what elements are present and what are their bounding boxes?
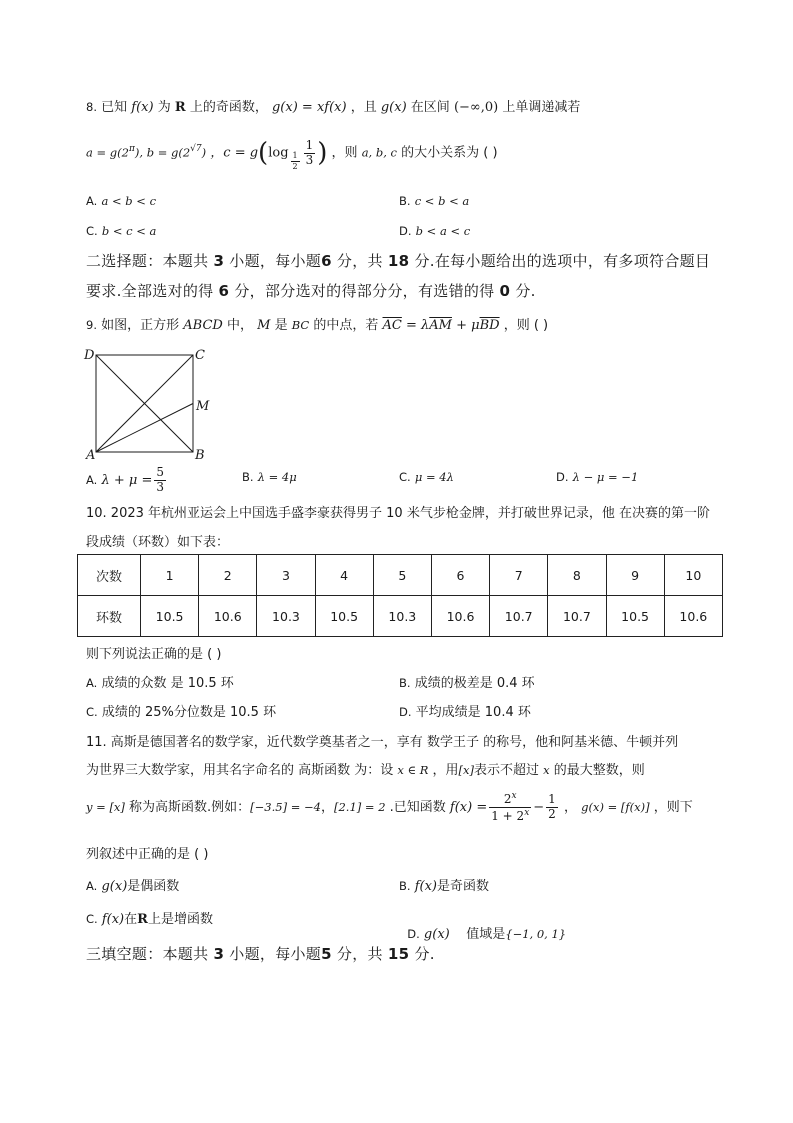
label-d: D (84, 348, 95, 363)
table-cell: 10.3 (373, 596, 431, 637)
option-label: A. (86, 472, 98, 487)
q8-stem-line2 (86, 138, 498, 171)
log-base-denominator: 2 (292, 161, 298, 171)
option-text: 成绩的众数 是 10.5 环 (101, 676, 234, 691)
s3-num-2: 5 (321, 945, 332, 963)
q8-text-b: 为 (157, 100, 171, 115)
q9-option-b[interactable] (242, 470, 297, 485)
option-math: f(x) (101, 912, 125, 927)
q8-text-d: ，且 (350, 100, 377, 115)
q9-tail: ，则 ( ) (503, 318, 549, 333)
q10-question: 则下列说法正确的是 ( ) (86, 647, 222, 662)
frac-denominator: 3 (305, 152, 314, 167)
s2-num-1: 3 (213, 252, 225, 270)
q11-text-e: 称为高斯函数.例如： (124, 799, 251, 815)
option-label: C. (86, 912, 98, 926)
q11-g-definition: g(x) = [f(x)] (581, 799, 650, 814)
option-label: D. (556, 470, 569, 484)
q8-tail-a: ，则 (331, 145, 358, 161)
option-text: a < b < c (101, 194, 157, 208)
option-set-R: R (137, 912, 148, 927)
table-cell: 7 (490, 555, 548, 596)
table-cell: 1 (141, 555, 199, 596)
table-cell: 10.3 (257, 596, 315, 637)
q11-comma-2: ， (563, 799, 577, 815)
table-cell: 10 (664, 555, 722, 596)
q9-option-d[interactable] (556, 470, 638, 485)
q8-log: log (268, 145, 289, 161)
q9-vector-ac: $\overline{AC}$ (382, 318, 402, 333)
q8-b-end: ) (201, 145, 207, 160)
q11-option-b[interactable] (399, 875, 489, 894)
q11-text-d: 的最大整数，则 (553, 763, 645, 778)
q11-option-c[interactable] (86, 908, 213, 927)
table-cell: 10.5 (606, 596, 664, 637)
q8-option-d[interactable] (399, 224, 470, 239)
q9-square-figure (80, 344, 220, 464)
option-text: b < a < c (415, 224, 471, 238)
option-text: c < b < a (414, 194, 470, 208)
option-text: 是奇函数 (436, 879, 489, 894)
label-b: B (195, 448, 205, 463)
frac-denominator (489, 808, 531, 824)
q10-option-d[interactable] (399, 701, 531, 720)
option-label: B. (399, 194, 411, 208)
s3-text-d: 分. (409, 945, 435, 963)
q11-example-2: [2.1] = 2 (333, 799, 386, 814)
option-label: A. (86, 676, 98, 690)
table-cell: 5 (373, 555, 431, 596)
table-cell: 10.7 (548, 596, 606, 637)
section3-header (86, 943, 435, 964)
q8-option-b[interactable] (399, 194, 469, 209)
q11-floor-x: [x] (458, 763, 474, 777)
q9-eq: = λ (401, 318, 430, 333)
q9-text-d: 的中点，若 (313, 318, 379, 333)
q10-option-a[interactable] (86, 672, 234, 691)
q11-x-in-r: x ∈ R (397, 763, 429, 777)
q11-stem-line2 (86, 759, 645, 778)
q8-interval: (−∞,0) (453, 100, 499, 115)
q8-a-exponent: π (128, 144, 135, 155)
q11-comma: ， (320, 799, 334, 815)
q8-text-a: 已知 (101, 100, 128, 115)
option-text: 值域是 (449, 927, 506, 942)
q9-segment-bc: BC (291, 318, 310, 332)
table-row (78, 596, 723, 637)
q8-option-a[interactable] (86, 194, 156, 209)
q8-number: 8. (86, 100, 97, 114)
table-cell: 8 (548, 555, 606, 596)
q11-option-a[interactable] (86, 875, 179, 894)
q11-minus: − (533, 799, 545, 815)
s3-num-3: 15 (387, 945, 410, 963)
q8-b-exponent: √7 (190, 144, 202, 155)
table-cell: 3 (257, 555, 315, 596)
option-label: B. (242, 470, 254, 484)
table-cell: 10.7 (490, 596, 548, 637)
option-text: 是偶函数 (127, 879, 180, 894)
section2-line1 (86, 250, 710, 271)
option-text: μ = 4λ (414, 470, 454, 484)
q11-stem-line3 (86, 791, 693, 824)
option-label: D. (399, 224, 412, 238)
label-m: M (196, 399, 210, 414)
frac-numerator (489, 791, 531, 808)
option-text: λ − μ = −1 (572, 470, 639, 484)
s2-text-b: 小题，每小题 (224, 252, 322, 270)
q9-vector-am: $\overline{AM}$ (429, 318, 452, 333)
q9-text-a: 如图，正方形 (101, 318, 180, 333)
frac-denominator: 2 (548, 806, 556, 821)
table-cell: 10.5 (315, 596, 373, 637)
left-paren: ( (258, 138, 269, 168)
option-text: 在 (124, 912, 138, 927)
table-cell: 4 (315, 555, 373, 596)
table-cell: 10.6 (199, 596, 257, 637)
q11-text-a: 为世界三大数学家，用其名字命名的 高斯函数 为：设 (86, 763, 394, 778)
q8-text-c: 上的奇函数， (189, 100, 268, 115)
log-base-numerator: 1 (292, 151, 298, 161)
q9-option-c[interactable] (399, 470, 454, 485)
option-label: C. (86, 705, 98, 719)
option-label: C. (399, 470, 411, 484)
q8-text-e: 在区间 (410, 100, 450, 115)
exponent: x (511, 791, 517, 801)
s2-text-a: 二选择题：本题共 (86, 252, 214, 270)
q11-gauss-def: y = [x] (86, 799, 125, 814)
frac-denominator: 3 (156, 479, 164, 494)
row-header-score: 环数 (78, 596, 141, 637)
s3-text-a: 三填空题：本题共 (86, 945, 214, 963)
q8-log-base (291, 151, 300, 170)
q10-stem-line1: 10. 2023 年杭州亚运会上中国选手盛李豪获得男子 10 米气步枪金牌，并打破世界记录，他 在决赛的第一阶 (86, 506, 710, 521)
q8-fx: f(x) (131, 100, 154, 115)
q9-square-name: ABCD (183, 318, 223, 333)
option-label: D. (407, 927, 420, 941)
frac-numerator: 1 (548, 792, 556, 806)
option-text: b < c < a (101, 224, 157, 238)
q8-g-definition: g(x) = xf(x) (271, 100, 347, 115)
frac-numerator: 5 (156, 465, 164, 479)
q11-stem-line1: 11. 高斯是德国著名的数学家，近代数学奠基者之一，享有 数学王子 的称号，他和阿基米德、牛顿并列 (86, 735, 679, 750)
q9-plus: + μ (451, 318, 480, 333)
option-text: λ = 4μ (257, 470, 297, 484)
q8-tail-b: 的大小关系为 ( ) (401, 145, 498, 161)
q9-number: 9. (86, 318, 97, 332)
s3-text-b: 小题，每小题 (224, 945, 322, 963)
option-text: λ + μ = (101, 472, 153, 488)
q8-a-def: a = g(2 (86, 145, 129, 160)
q8-log-argument (304, 139, 316, 168)
section2-line2 (86, 280, 536, 301)
option-label: B. (399, 879, 411, 893)
s2-text-e: 要求.全部选对的得 (86, 282, 219, 300)
q11-fx-fraction-1 (489, 791, 531, 824)
option-label: A. (86, 879, 98, 893)
s2-num-2: 6 (321, 252, 332, 270)
q11-fx-label: f(x) = (449, 799, 488, 815)
q11-text-c: 表示不超过 (474, 763, 540, 778)
label-a: A (86, 448, 96, 463)
option-text: 成绩的 25%分位数是 10.5 环 (101, 705, 277, 720)
option-label: B. (399, 676, 411, 690)
q9-vector-bd: $\overline{BD}$ (479, 318, 500, 333)
row-header-attempt: 次数 (78, 555, 141, 596)
q11-text-g: ，则下 (653, 799, 693, 815)
frac-numerator: 1 (305, 137, 314, 152)
q8-text-f: 上单调递减若 (502, 100, 581, 115)
s2-text-c: 分，共 (331, 252, 388, 270)
option-text-2: 上是增函数 (147, 912, 213, 927)
q8-stem-line1 (86, 96, 580, 115)
q10-score-table (77, 554, 723, 637)
q11-stem-line4: 列叙述中正确的是 ( ) (86, 847, 209, 862)
q8-vars: a, b, c (361, 145, 397, 160)
q11-text-f: .已知函数 (385, 799, 446, 815)
table-cell: 10.5 (141, 596, 199, 637)
q10-option-b[interactable] (399, 672, 535, 691)
right-paren: ) (317, 138, 328, 168)
s3-text-c: 分，共 (331, 945, 388, 963)
q10-stem-line2: 段成绩（环数）如下表： (86, 535, 230, 550)
q9-option-a[interactable] (86, 466, 168, 495)
option-label: A. (86, 194, 98, 208)
exponent: x (524, 807, 530, 818)
q10-option-c[interactable] (86, 701, 276, 720)
q11-x: x (543, 763, 550, 777)
s2-text-f: 分，部分选对的得部分分，有选错的得 (229, 282, 500, 300)
q9-text-b: 中， (226, 318, 253, 333)
table-cell: 10.6 (664, 596, 722, 637)
table-row (78, 555, 723, 596)
table-cell: 9 (606, 555, 664, 596)
q9-point-m: M (257, 318, 271, 333)
s3-num-1: 3 (213, 945, 225, 963)
s2-num-5: 0 (499, 282, 511, 300)
label-c: C (195, 348, 205, 363)
q9-stem (86, 314, 548, 333)
option-math: g(x) (423, 927, 450, 942)
base: 2 (503, 792, 512, 806)
table-cell: 6 (431, 555, 489, 596)
s2-text-g: 分. (510, 282, 536, 300)
q11-text-b: ，用 (432, 763, 459, 778)
option-set: {−1, 0, 1} (505, 927, 567, 941)
option-text: 平均成绩是 10.4 环 (415, 705, 531, 720)
option-math: f(x) (414, 879, 437, 894)
q8-gx: g(x) (380, 100, 407, 115)
q8-option-c[interactable] (86, 224, 156, 239)
option-fraction (154, 466, 166, 495)
q9-text-c: 是 (274, 318, 288, 333)
option-math: g(x) (101, 879, 128, 894)
q11-option-d[interactable] (399, 908, 566, 942)
s2-num-3: 18 (387, 252, 410, 270)
table-cell: 10.6 (431, 596, 489, 637)
option-label: C. (86, 224, 98, 238)
segment-am (96, 404, 193, 453)
q8-set-R: R (174, 100, 186, 115)
option-label: D. (399, 705, 412, 719)
q8-b-def: ), b = g(2 (134, 145, 191, 160)
q11-example-1: [−3.5] = −4 (250, 799, 321, 814)
base: 1 + 2 (491, 808, 525, 823)
table-cell: 2 (199, 555, 257, 596)
q8-c-def: ，c = g (210, 145, 259, 161)
s2-text-d: 分.在每小题给出的选项中，有多项符合题目 (409, 252, 711, 270)
s2-num-4: 6 (218, 282, 230, 300)
q11-fx-fraction-2 (546, 793, 558, 822)
option-text: 成绩的极差是 0.4 环 (414, 676, 535, 691)
